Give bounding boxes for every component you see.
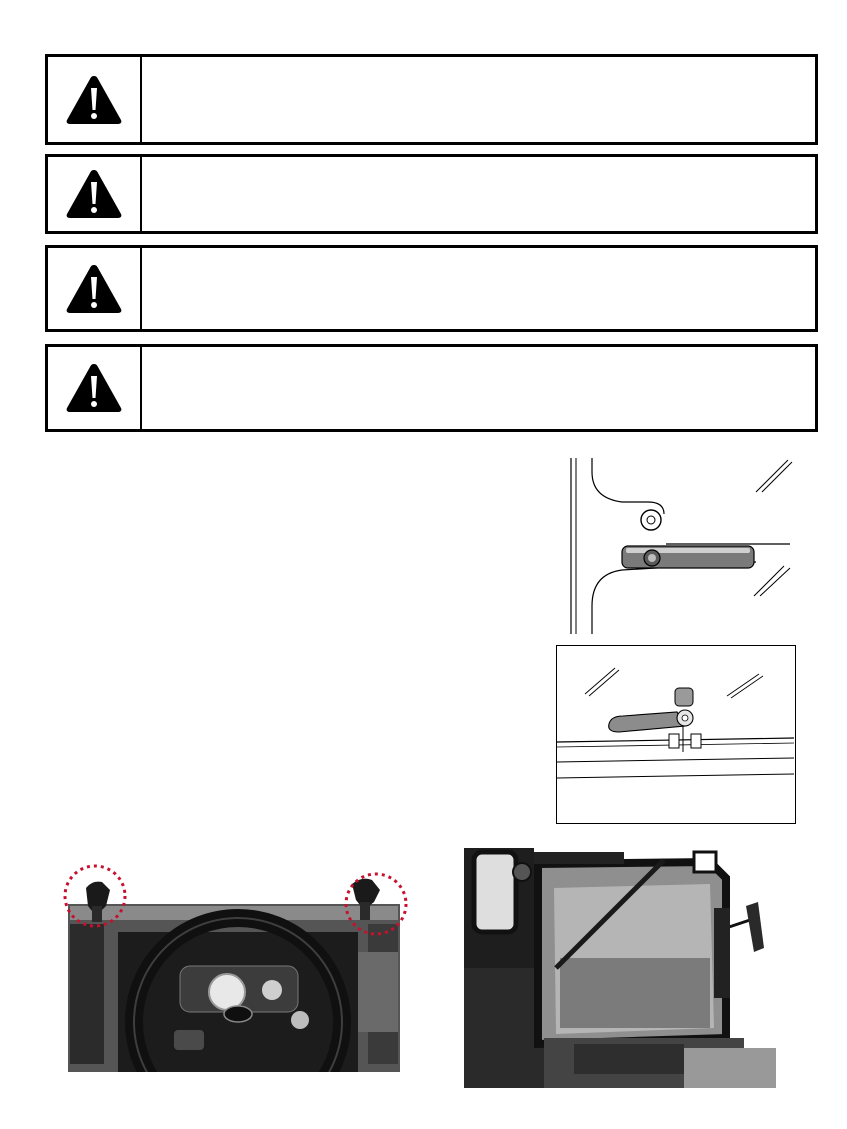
warning-box-4 [45,344,818,432]
tractor-dashboard-photo [62,862,410,1072]
window-latch-side-view-icon [556,458,796,634]
tractor-cab-exterior-photo [464,848,776,1088]
window-latch-top-view-icon [557,646,794,822]
dashboard-photo [62,862,410,1072]
cab-photo [464,848,776,1088]
warning-box-2 [45,154,818,234]
warning-box-1 [45,54,818,145]
latch-top-figure [556,645,796,824]
warning-icon-cell [48,248,142,329]
warning-icon-cell [48,57,142,142]
warning-text [142,347,815,429]
warning-triangle-icon [65,168,123,220]
warning-icon-cell [48,347,142,429]
warning-text [142,248,815,329]
warning-text [142,57,815,142]
warning-triangle-icon [65,74,123,126]
warning-triangle-icon [65,263,123,315]
warning-triangle-icon [65,362,123,414]
latch-side-figure [556,458,796,634]
warning-icon-cell [48,157,142,231]
warning-box-3 [45,245,818,332]
warning-text [142,157,815,231]
